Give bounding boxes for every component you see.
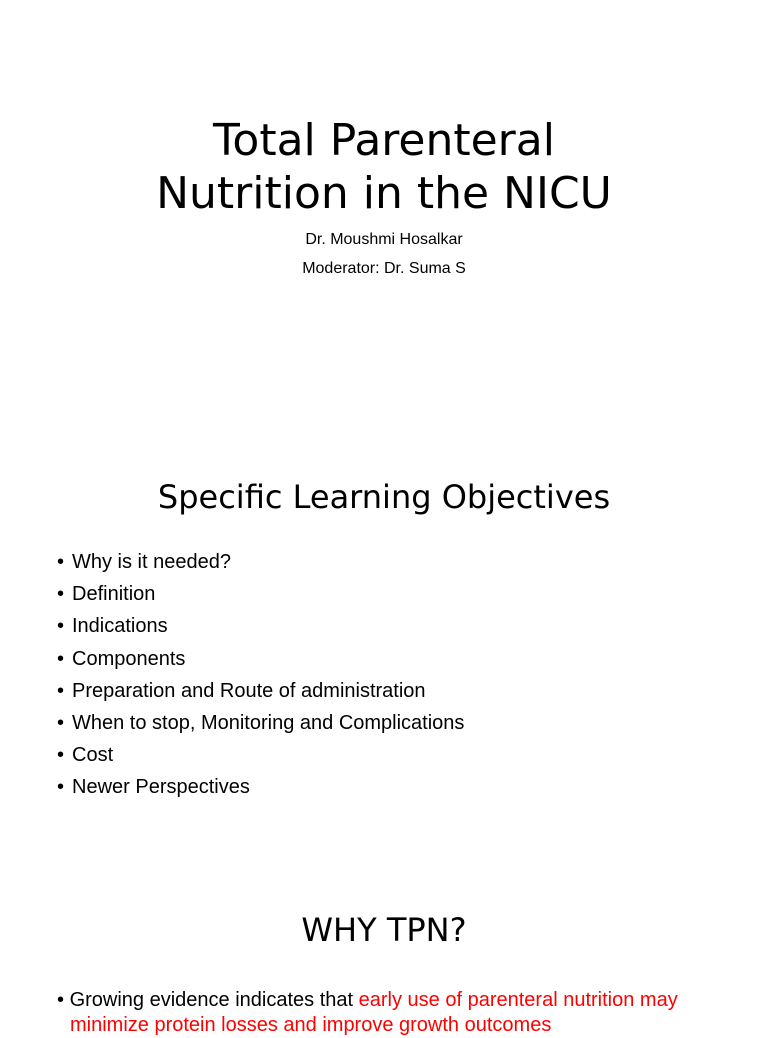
objective-text: Why is it needed? [72,551,231,573]
bullet-icon: • [57,551,65,573]
bullet-icon: • [57,679,65,702]
list-item [57,580,464,612]
objective-text: Definition [72,583,156,606]
list-item [57,645,464,677]
objective-text: When to stop, Monitoring and Complications [72,711,465,734]
objective-text: Cost [72,744,114,767]
objective-text: Components [72,647,186,670]
evidence-text: Growing evidence indicates that [69,989,359,1011]
list-item [57,709,464,741]
objectives-list [57,548,464,806]
list-item [57,548,464,580]
bullet-icon: • [57,776,65,799]
title-slide [0,0,768,420]
list-item [57,741,464,773]
why-tpn-list [57,988,717,1038]
objectives-title: Specific Learning Objectives [157,478,611,516]
why-tpn-title: WHY TPN? [301,911,467,949]
objective-text: Indications [72,615,168,638]
bullet-icon: • [57,744,65,767]
title-line-1: Total Parenteral [213,115,555,166]
list-item [57,612,464,644]
objective-text: Preparation and Route of administration [72,679,426,702]
bullet-icon: • [57,615,65,638]
objective-text: Newer Perspectives [72,776,250,799]
author-name: Dr. Moushmi Hosalkar [305,231,463,248]
evidence-highlight: early use of parenteral nutrition may minimize protein losses and improve growth outcomes [70,989,678,1036]
bullet-icon: • [57,989,65,1011]
moderator-name: Moderator: Dr. Suma S [302,260,466,277]
list-item [57,773,464,805]
list-item [57,677,464,709]
presentation-title [0,114,768,220]
bullet-icon: • [57,583,65,606]
list-item [57,988,717,1038]
bullet-icon: • [57,711,65,734]
bullet-icon: • [57,647,65,670]
title-line-2: Nutrition in the NICU [156,168,612,219]
